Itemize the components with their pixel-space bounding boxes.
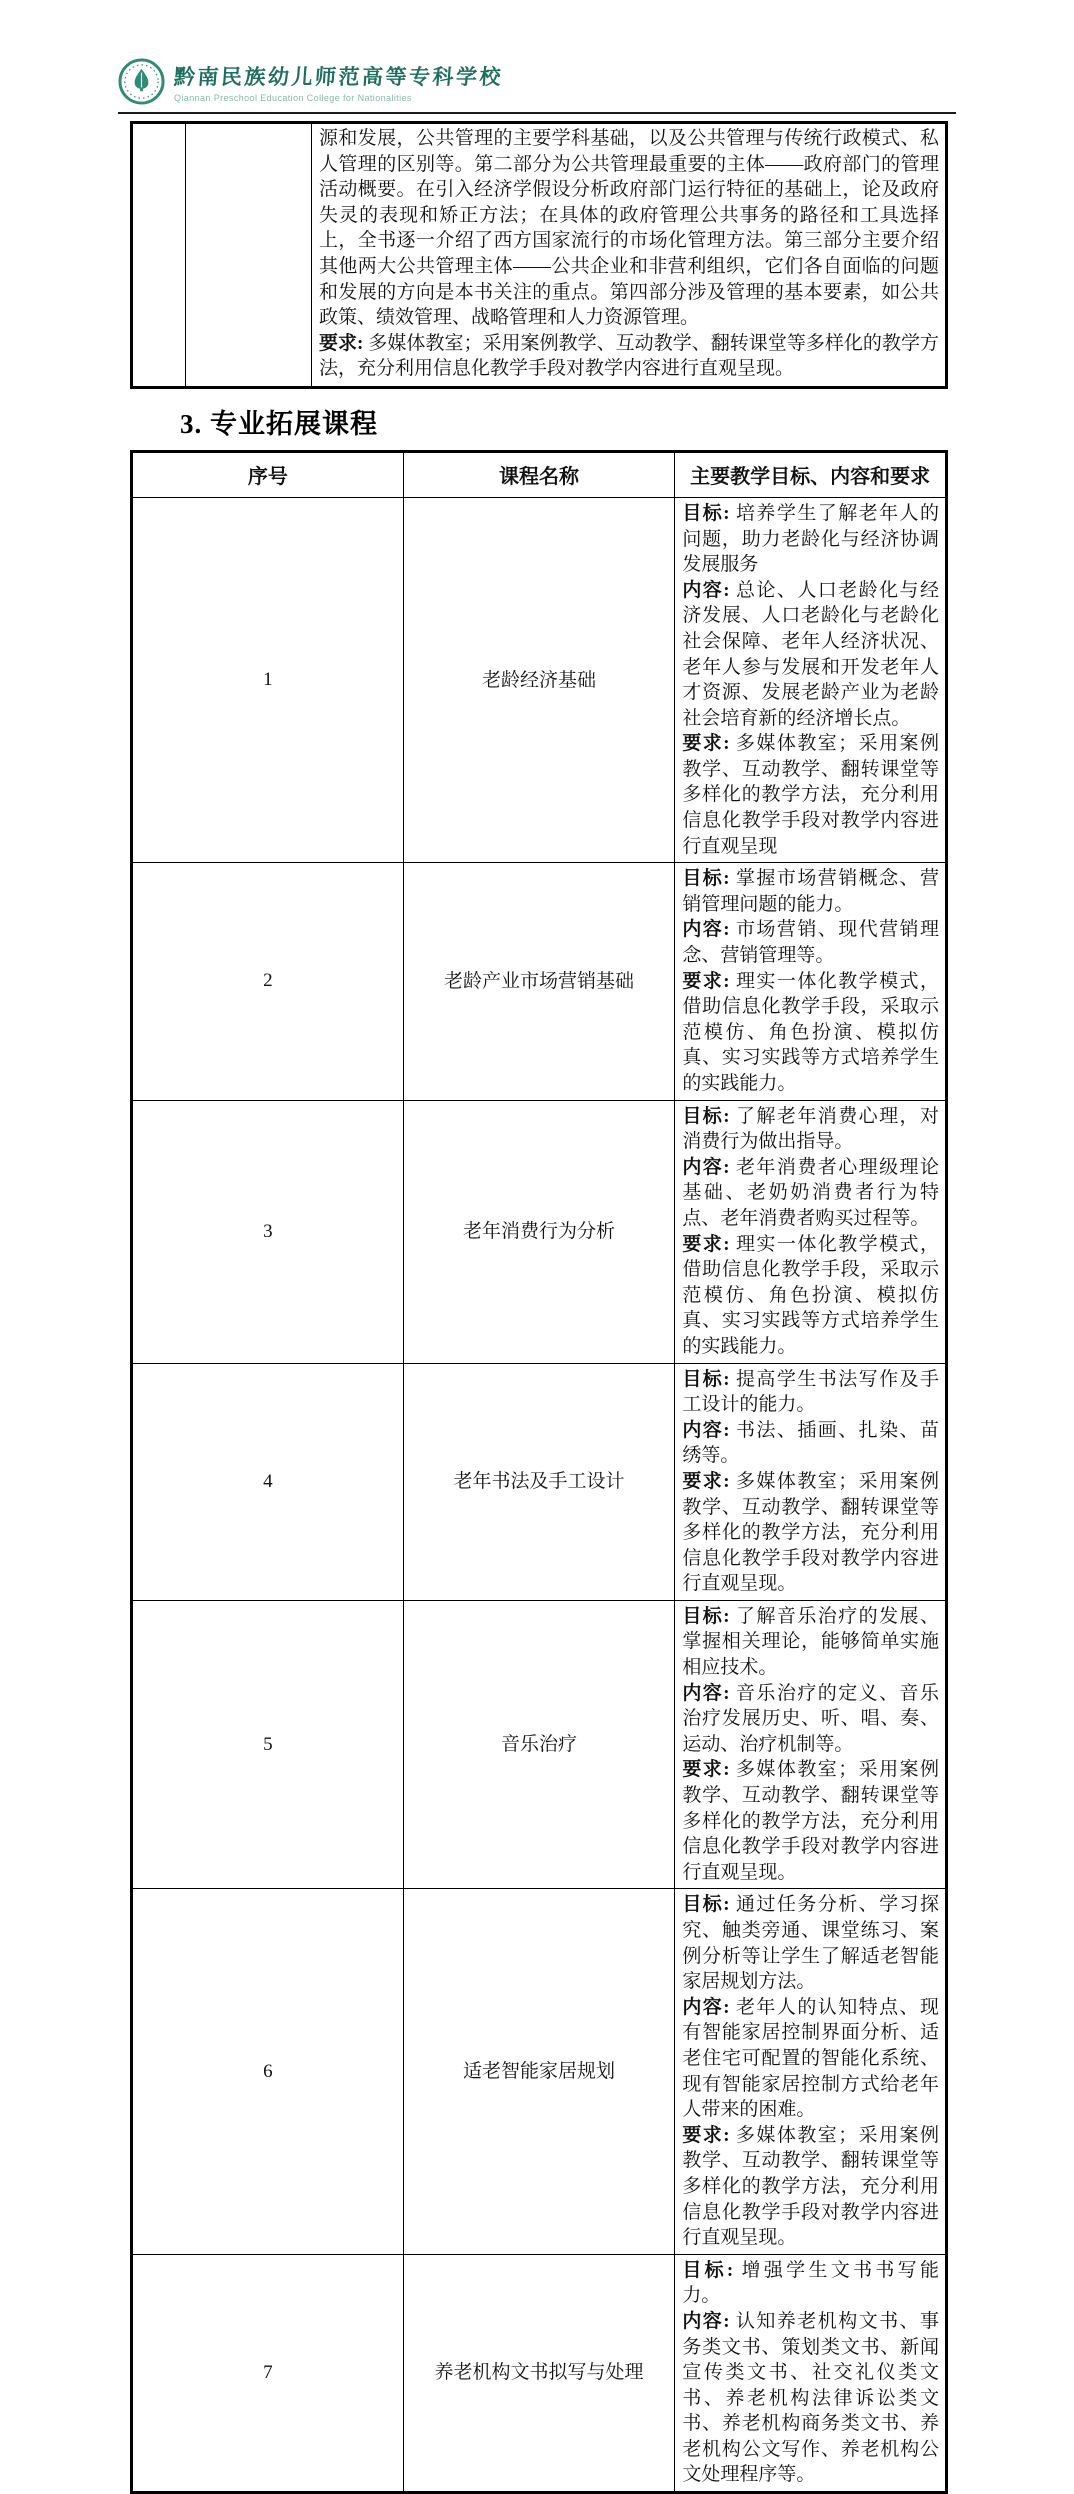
course-item <box>682 578 939 732</box>
course-name-cell-empty <box>186 123 312 388</box>
course-detail-cell <box>675 1600 947 1889</box>
item-text: 理实一体化教学模式，借助信息化教学手段，采取示范模仿、角色扮演、模拟仿真、实习实践等方式培养学生的实践能力。 <box>682 970 939 1094</box>
course-detail-cell <box>675 2254 947 2492</box>
item-label: 目标: <box>682 1368 730 1390</box>
item-label: 内容: <box>682 1419 730 1441</box>
course-item <box>682 731 939 859</box>
header-divider <box>118 112 956 114</box>
table-header-row <box>132 451 947 497</box>
course-detail-cell <box>675 1100 947 1363</box>
item-text: 增强学生文书书写能力。 <box>682 2259 939 2307</box>
course-item <box>682 1469 939 1597</box>
item-label: 目标: <box>682 502 730 524</box>
item-label: 内容: <box>682 919 730 941</box>
course-item <box>682 2123 939 2251</box>
row-number-cell-empty <box>132 123 186 388</box>
item-label: 要求: <box>682 1470 730 1492</box>
item-label: 目标: <box>682 868 730 890</box>
course-item <box>682 1104 939 1155</box>
item-text: 音乐治疗的定义、音乐治疗发展历史、听、唱、奏、运动、治疗机制等。 <box>682 1682 939 1755</box>
course-detail-cell <box>675 1363 947 1600</box>
course-item <box>319 331 939 382</box>
letterhead <box>118 58 1074 105</box>
item-label: 要求: <box>682 1233 730 1255</box>
item-text: 认知养老机构文书、事务类文书、策划类文书、新闻宣传类文书、社交礼仪类文书、养老机构法律诉讼类文书、养老机构商务类文书、养老机构公文写作、养老机构公文处理程序等。 <box>682 2310 939 2486</box>
item-text: 了解音乐治疗的发展、掌握相关理论，能够简单实施相应技术。 <box>682 1605 939 1679</box>
item-label: 内容: <box>682 2310 730 2332</box>
row-number: 7 <box>132 2254 404 2492</box>
item-label: 目标: <box>682 1605 730 1627</box>
course-item <box>682 1418 939 1469</box>
course-item <box>682 1367 939 1418</box>
row-number: 6 <box>132 1889 404 2254</box>
section-heading: 3. 专业拓展课程 <box>180 408 378 439</box>
item-label: 目标: <box>682 1894 730 1916</box>
course-name: 养老机构文书拟写与处理 <box>403 2254 675 2492</box>
course-name: 老龄产业市场营销基础 <box>403 863 675 1100</box>
college-seal-icon <box>118 58 165 105</box>
item-text: 了解老年消费心理，对消费行为做出指导。 <box>682 1105 939 1153</box>
professional-expansion-course-table <box>130 450 948 2494</box>
item-label: 要求: <box>682 2124 730 2146</box>
table-row <box>132 1100 947 1363</box>
course-detail-cell <box>675 1889 947 2254</box>
item-label: 要求: <box>682 1759 730 1781</box>
item-text: 老年消费者心理级理论基础、老奶奶消费者行为特点、老年消费者购买过程等。 <box>682 1156 939 1229</box>
table-row <box>132 1889 947 2254</box>
item-label: 内容: <box>682 1156 730 1178</box>
course-description: 源和发展，公共管理的主要学科基础，以及公共管理与传统行政模式、私人管理的区别等。第二部分为公共管理最重要的主体——政府部门的管理活动概要。在引入经济学假设分析政府部门运行特征的基础上，论及政府失灵的表现和矫正方法；在具体的政府管理公共事务的路径和工具选择上，全书逐一介绍了西方国家流行的市场化管理方法。第三部分主要介绍其他两大公共管理主体——公共企业和非营利组织，它们各自面临的问题和发展的方向是本书关注的重点。第四部分涉及管理的基本要素，如公共政策、绩效管理、战略管理和人力资源管理。 <box>319 128 939 329</box>
table-row <box>132 123 947 388</box>
item-text: 多媒体教室；采用案例教学、互动教学、翻转课堂等多样化的教学方法，充分利用信息化教学手段对教学内容进行直观呈现。 <box>682 1759 939 1883</box>
item-text: 多媒体教室；采用案例教学、互动教学、翻转课堂等多样化的教学方法，充分利用信息化教学手段对教学内容进行直观呈现。 <box>682 1470 939 1595</box>
course-item <box>682 917 939 968</box>
course-item <box>682 2258 939 2309</box>
item-text: 提高学生书法写作及手工设计的能力。 <box>682 1368 939 1416</box>
header-detail: 主要教学目标、内容和要求 <box>675 451 947 497</box>
item-text: 多媒体教室；采用案例教学、互动教学、翻转课堂等多样化的教学方法，充分利用信息化教学手段对教学内容进行直观呈现 <box>682 733 939 857</box>
college-name-block <box>174 61 503 103</box>
course-name: 老龄经济基础 <box>403 497 675 862</box>
item-text: 市场营销、现代营销理念、营销管理等。 <box>682 919 939 967</box>
course-item <box>682 1232 939 1360</box>
table-row <box>132 1363 947 1600</box>
document-page <box>0 58 1074 2486</box>
course-rows <box>132 497 947 2492</box>
course-name: 音乐治疗 <box>403 1600 675 1889</box>
item-text: 掌握市场营销概念、营销管理问题的能力。 <box>682 868 939 915</box>
item-label: 内容: <box>682 1682 730 1704</box>
table-row <box>132 863 947 1100</box>
course-detail-cell <box>675 497 947 862</box>
course-item <box>682 2309 939 2488</box>
table-row <box>132 497 947 862</box>
item-text: 理实一体化教学模式，借助信息化教学手段，采取示范模仿、角色扮演、模拟仿真、实习实践等方式培养学生的实践能力。 <box>682 1233 939 1357</box>
row-number: 1 <box>132 497 404 862</box>
course-detail-cell <box>675 863 947 1100</box>
item-text: 多媒体教室；采用案例教学、互动教学、翻转课堂等多样化的教学方法，充分利用信息化教学手段对教学内容进行直观呈现。 <box>682 2124 939 2249</box>
previous-course-table-continuation <box>130 121 948 389</box>
college-name-cn: 黔南民族幼儿师范高等专科学校 <box>173 64 504 89</box>
row-number: 4 <box>132 1363 404 1600</box>
item-text: 书法、插画、扎染、苗绣等。 <box>682 1419 939 1467</box>
item-label: 内容: <box>682 1996 730 2018</box>
table-row <box>132 1600 947 1889</box>
course-name: 老年书法及手工设计 <box>403 1363 675 1600</box>
table-row <box>132 2254 947 2492</box>
item-text: 培养学生了解老年人的问题，助力老龄化与经济协调发展服务 <box>682 502 939 576</box>
row-number: 3 <box>132 1100 404 1363</box>
course-item <box>682 969 939 1097</box>
course-detail-cell <box>312 123 947 388</box>
item-label: 目标: <box>682 2259 734 2281</box>
item-text: 通过任务分析、学习探究、触类旁通、课堂练习、案例分析等让学生了解适老智能家居规划方法。 <box>682 1894 939 1993</box>
course-item <box>682 1892 939 1994</box>
item-label: 目标: <box>682 1105 730 1127</box>
item-label: 要求: <box>319 332 364 354</box>
course-name: 适老智能家居规划 <box>403 1889 675 2254</box>
course-item <box>682 866 939 917</box>
course-item <box>682 1604 939 1681</box>
header-no: 序号 <box>132 451 404 497</box>
course-item <box>682 501 939 578</box>
row-number: 5 <box>132 1600 404 1889</box>
item-text: 老年人的认知特点、现有智能家居控制界面分析、适老住宅可配置的智能化系统、现有智能家居控制方式给老年人带来的困难。 <box>682 1996 939 2121</box>
item-label: 内容: <box>682 579 730 601</box>
college-name-en: Qiannan Preschool Education College for Nationalities <box>174 92 412 103</box>
item-label: 要求: <box>682 970 730 992</box>
course-item <box>682 1155 939 1232</box>
row-number: 2 <box>132 863 404 1100</box>
course-item <box>682 1681 939 1758</box>
item-label: 要求: <box>682 733 730 755</box>
course-item <box>682 1757 939 1885</box>
course-name: 老年消费行为分析 <box>403 1100 675 1363</box>
item-text: 总论、人口老龄化与经济发展、人口老龄化与老龄化社会保障、老年人经济状况、老年人参与发展和开发老年人才资源、发展老龄产业为老龄社会培育新的经济增长点。 <box>682 579 939 729</box>
header-course-name: 课程名称 <box>403 451 675 497</box>
course-item <box>682 1995 939 2123</box>
item-text: 多媒体教室；采用案例教学、互动教学、翻转课堂等多样化的教学方法，充分利用信息化教学手段对教学内容进行直观呈现。 <box>319 332 939 380</box>
